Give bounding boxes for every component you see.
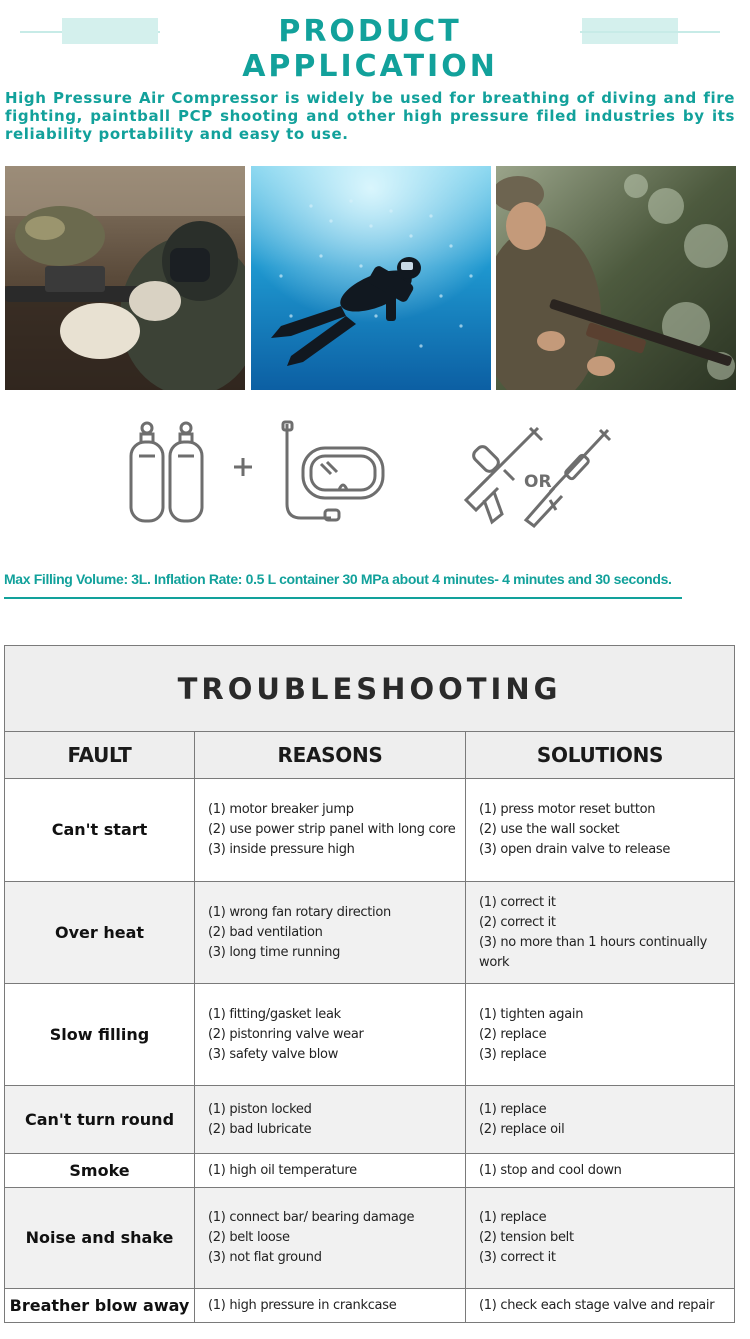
solution-item: (3) no more than 1 hours continually work xyxy=(479,934,708,970)
troubleshooting-title: TROUBLESHOOTING xyxy=(5,646,735,732)
solution-item: (2) use the wall socket xyxy=(479,822,620,837)
reason-item: (1) wrong fan rotary direction xyxy=(208,904,391,920)
fault-cell: Can't start xyxy=(5,779,195,882)
solutions-cell xyxy=(466,779,735,882)
solutions-cell xyxy=(466,1086,735,1154)
solution-item: (1) tighten again xyxy=(479,1006,584,1022)
reason-item: (2) belt loose xyxy=(208,1230,290,1245)
solution-item: (2) tension belt xyxy=(479,1230,574,1245)
fault-cell: Slow filling xyxy=(5,984,195,1086)
column-header-fault: FAULT xyxy=(5,732,195,779)
reason-item: (1) piston locked xyxy=(208,1101,312,1117)
solution-item: (2) correct it xyxy=(479,914,556,930)
page-title: PRODUCT APPLICATION xyxy=(242,14,498,84)
rifle-icon xyxy=(520,428,612,528)
fault-cell: Smoke xyxy=(5,1154,195,1188)
solution-item: (3) open drain valve to release xyxy=(479,842,671,857)
solution-item: (1) stop and cool down xyxy=(479,1162,622,1178)
filling-spec-text: Max Filling Volume: 3L. Inflation Rate: 0.5 L container 30 MPa about 4 minutes- 4 minutes and 30 seconds. xyxy=(4,571,672,587)
table-row xyxy=(5,779,735,882)
decorative-bar-left xyxy=(62,18,158,44)
scuba-tanks-icon xyxy=(128,420,206,524)
reason-item: (2) use power strip panel with long core xyxy=(208,822,456,837)
reason-item: (2) pistonring valve wear xyxy=(208,1026,364,1042)
solution-item: (1) replace xyxy=(479,1210,547,1225)
reason-item: (2) bad lubricate xyxy=(208,1121,312,1137)
reason-item: (3) long time running xyxy=(208,944,341,960)
svg-text:OR: OR xyxy=(524,472,552,490)
intro-paragraph: High Pressure Air Compressor is widely be used for breathing of diving and fire fighting, paintball PCP shooting and other high pressure filed industries by its reliability portability and easy to use. xyxy=(5,89,735,143)
reasons-cell xyxy=(195,779,466,882)
solution-item: (1) press motor reset button xyxy=(479,802,656,817)
table-row xyxy=(5,1086,735,1154)
solutions-cell xyxy=(466,1289,735,1323)
reason-item: (1) motor breaker jump xyxy=(208,802,354,817)
solutions-cell xyxy=(466,984,735,1086)
reason-item: (1) connect bar/ bearing damage xyxy=(208,1210,415,1225)
solution-item: (3) correct it xyxy=(479,1250,556,1265)
reason-item: (1) fitting/gasket leak xyxy=(208,1006,341,1022)
solution-item: (1) replace xyxy=(479,1101,547,1117)
table-row xyxy=(5,1154,735,1188)
solution-item: (2) replace oil xyxy=(479,1121,565,1137)
spec-underline xyxy=(4,597,682,599)
table-row xyxy=(5,1289,735,1323)
reason-item: (1) high oil temperature xyxy=(208,1162,357,1178)
reasons-cell xyxy=(195,984,466,1086)
fault-cell: Noise and shake xyxy=(5,1188,195,1289)
reason-item: (3) safety valve blow xyxy=(208,1046,339,1062)
table-row xyxy=(5,1188,735,1289)
column-header-reasons: REASONS xyxy=(195,732,466,779)
reasons-cell xyxy=(195,1086,466,1154)
hunter-rifle-photo xyxy=(496,166,736,390)
snorkel-mask-icon xyxy=(281,420,387,524)
troubleshooting-table xyxy=(4,645,735,1323)
reasons-cell xyxy=(195,1188,466,1289)
solutions-cell xyxy=(466,882,735,984)
solutions-cell xyxy=(466,1154,735,1188)
reason-item: (3) not flat ground xyxy=(208,1250,322,1265)
reason-item: (3) inside pressure high xyxy=(208,842,355,857)
solution-item: (3) replace xyxy=(479,1046,547,1062)
plus-icon xyxy=(232,456,254,478)
table-row xyxy=(5,984,735,1086)
table-header-row xyxy=(5,732,735,779)
decorative-line-right xyxy=(580,31,720,33)
reasons-cell xyxy=(195,1289,466,1323)
reasons-cell xyxy=(195,1154,466,1188)
reason-item: (2) bad ventilation xyxy=(208,924,323,940)
reasons-cell xyxy=(195,882,466,984)
fault-cell: Breather blow away xyxy=(5,1289,195,1323)
reason-item: (1) high pressure in crankcase xyxy=(208,1297,397,1313)
solution-item: (1) correct it xyxy=(479,894,556,910)
fault-cell: Can't turn round xyxy=(5,1086,195,1154)
solution-item: (2) replace xyxy=(479,1026,547,1042)
fault-cell: Over heat xyxy=(5,882,195,984)
solutions-cell xyxy=(466,1188,735,1289)
scuba-diver-photo xyxy=(251,166,491,390)
section-header xyxy=(0,0,750,84)
solution-item: (1) check each stage valve and repair xyxy=(479,1297,715,1313)
column-header-solutions: SOLUTIONS xyxy=(466,732,735,779)
table-row xyxy=(5,882,735,984)
paintball-player-photo xyxy=(5,166,245,390)
